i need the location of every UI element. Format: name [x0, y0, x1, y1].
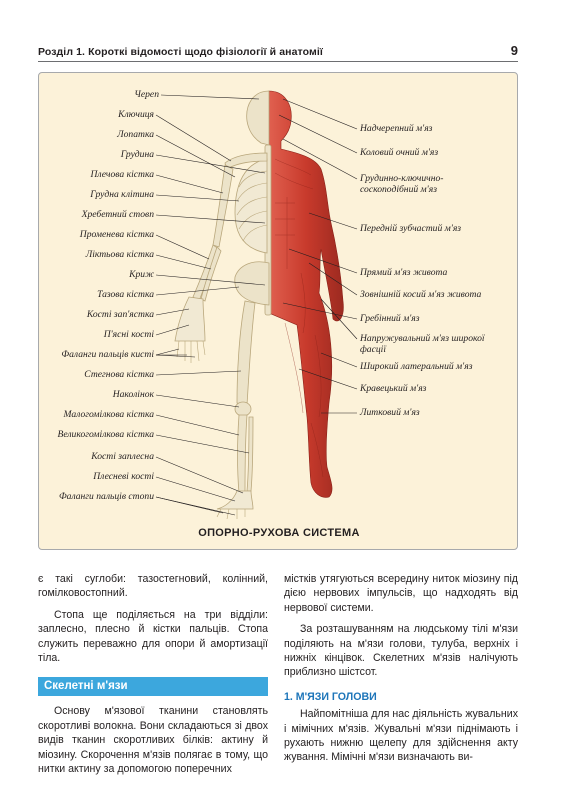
label-patella: Наколінок: [112, 389, 154, 400]
label-sartorius: Кравецький м'яз: [360, 383, 427, 394]
left-column: [38, 572, 268, 776]
skeleton-half: [175, 91, 271, 509]
running-head: [38, 40, 518, 58]
label-femur: Стегнова кістка: [84, 369, 154, 380]
paragraph: є такі суглоби: тазостегновий, колінний, гомілковостопний.: [38, 573, 268, 600]
paragraph: Найпомітніша для нас діяльність жувальних і мімічних м'язів. Жувальні м'язи піднімають і рухають нижню щелепу для здійснення акту жування. Мімічні м'язи визначають ви-: [284, 708, 518, 764]
label-skull: Череп: [134, 89, 159, 100]
label-scapula: Лопатка: [117, 129, 154, 140]
label-fibula: Малогомілкова кістка: [63, 409, 154, 420]
header-rule: [38, 61, 518, 62]
label-sternocleidomastoid: Грудинно-ключично-соскоподібний м'яз: [360, 173, 444, 195]
label-vastus-lateralis: Широкий латеральний м'яз: [360, 361, 473, 372]
muscle-half: [269, 91, 343, 497]
label-sacrum: Криж: [129, 269, 154, 280]
label-sternum: Грудина: [120, 149, 154, 160]
label-serratus-anterior: Передній зубчастий м'яз: [360, 223, 462, 234]
label-tensor-fasciae-latae: Напружувальний м'яз широкої фасції: [360, 333, 485, 355]
paragraph: містків утягуються всередину ниток міозину під дією нервових імпульсів, що надходять від нервової системи.: [284, 573, 518, 614]
label-carpals: Кості зап'ястка: [86, 309, 154, 320]
label-pectineus: Гребінний м'яз: [360, 313, 420, 324]
figure-caption: ОПОРНО-РУХОВА СИСТЕМА: [198, 527, 360, 539]
label-tarsals: Кості заплесна: [91, 451, 154, 462]
section-heading-skeletal-muscles: Скелетні м'язи: [38, 677, 268, 696]
paragraph: Основу м'язової тканини становлять скоротливі волокна. Вони складаються зі двох видів тканин скоротливих білків: актину й міозину. Скорочення м'язів полягає в тому, що нитки актину за допомогою поперечних: [38, 705, 268, 776]
subsection-heading-head-muscles: 1. М'ЯЗИ ГОЛОВИ: [284, 690, 377, 703]
label-gastrocnemius: Литковий м'яз: [360, 407, 420, 418]
label-epicranius: Надчерепний м'яз: [360, 123, 433, 134]
right-column: [284, 572, 518, 765]
chapter-title: Розділ 1. Короткі відомості щодо фізіології й анатомії: [38, 46, 323, 58]
label-spine: Хребетний стовп: [81, 209, 154, 220]
label-radius: Променева кістка: [79, 229, 154, 240]
label-ribcage: Грудна клітина: [90, 189, 154, 200]
label-ulna: Ліктьова кістка: [85, 249, 154, 260]
paragraph: За розташуванням на людському тілі м'язи поділяють на м'язи голови, тулуба, верхніх і нижніх кінцівок. Скелетних м'язів налічують приблизно шістсот.: [284, 623, 518, 679]
label-humerus: Плечова кістка: [90, 169, 154, 180]
label-tibia: Великогомілкова кістка: [57, 429, 154, 440]
label-metacarpals: П'ясні кості: [103, 329, 154, 340]
label-orbicularis-oculi: Коловий очний м'яз: [360, 147, 439, 158]
paragraph: Стопа ще поділяється на три відділи: заплесно, плесно й кістки пальців. Стопа служить переважно для опори й амортизації тіла.: [38, 608, 268, 665]
label-pelvis: Тазова кістка: [97, 289, 154, 300]
label-rectus-abdominis: Прямий м'яз живота: [360, 267, 448, 278]
musculoskeletal-figure: [38, 72, 518, 550]
label-clavicle: Ключиця: [118, 109, 154, 120]
label-foot-phalanges: Фаланги пальців стопи: [58, 491, 154, 502]
page-number: 9: [510, 43, 518, 58]
label-hand-phalanges: Фаланги пальців кисті: [61, 349, 154, 360]
label-metatarsals: Плесневі кості: [93, 471, 154, 482]
label-external-oblique: Зовнішній косий м'яз живота: [360, 289, 482, 300]
